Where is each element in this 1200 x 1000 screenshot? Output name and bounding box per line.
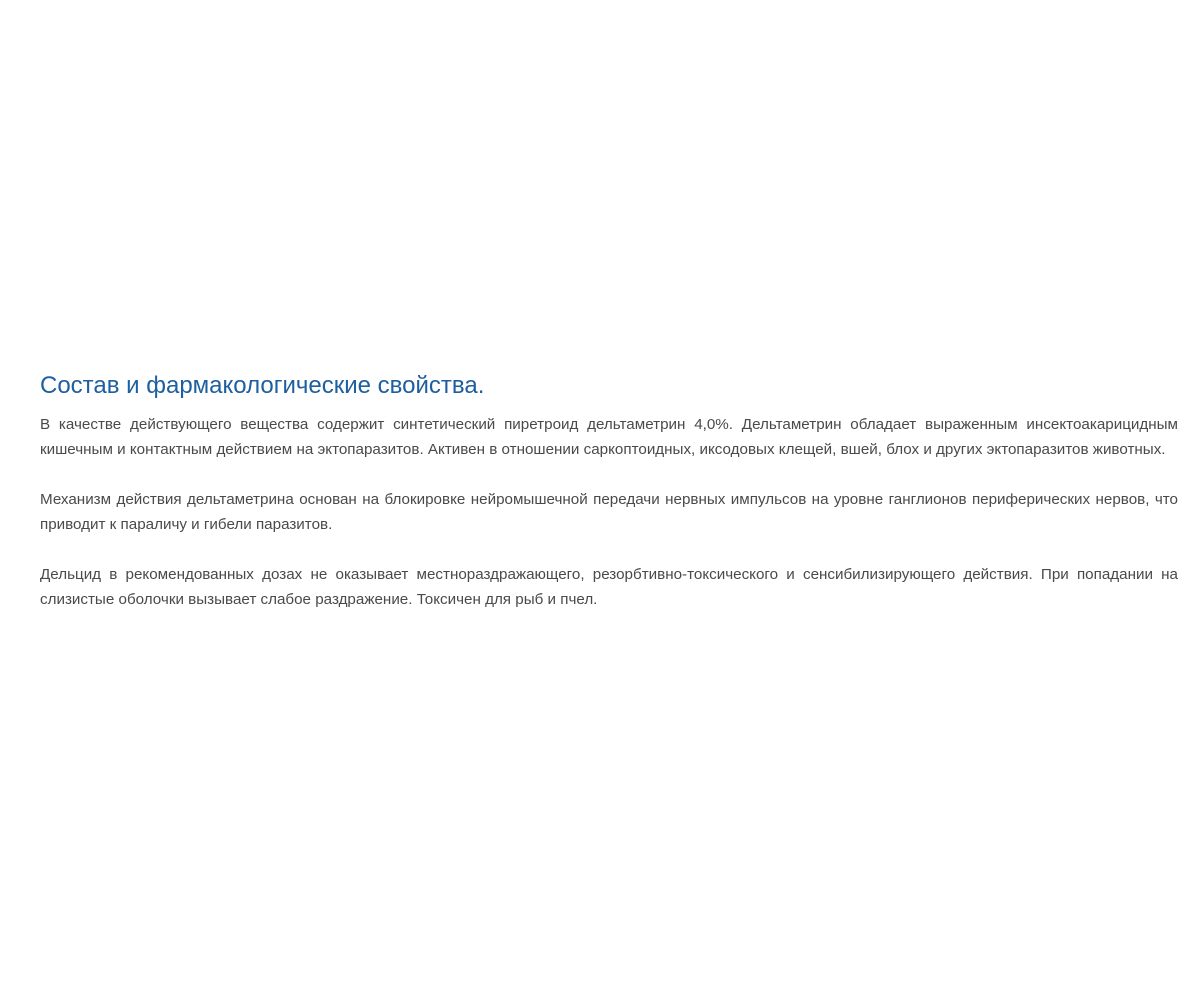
paragraph-composition: В качестве действующего вещества содержит синтетический пиретроид дельтаметрин 4,0%. Дельтаметрин обладает выраженным инсектоакарицидным кишечным и контактным действием на эктопаразитов. Активен в отношении саркоптоидных, иксодовых клещей, вшей, блох и других эктопаразитов животных.: [40, 416, 1178, 458]
paragraph-safety: Дельцид в рекомендованных дозах не оказывает местнораздражающего, резорбтивно-токсического и сенсибилизирующего действия. При попадании на слизистые оболочки вызывает слабое раздражение. Токсичен для рыб и пчел.: [40, 566, 1178, 608]
paragraph-mechanism: Механизм действия дельтаметрина основан на блокировке нейромышечной передачи нервных импульсов на уровне ганглионов периферических нервов, что приводит к параличу и гибели паразитов.: [40, 491, 1178, 533]
article-section: [40, 370, 1178, 637]
section-title: Состав и фармакологические свойства.: [40, 372, 485, 399]
